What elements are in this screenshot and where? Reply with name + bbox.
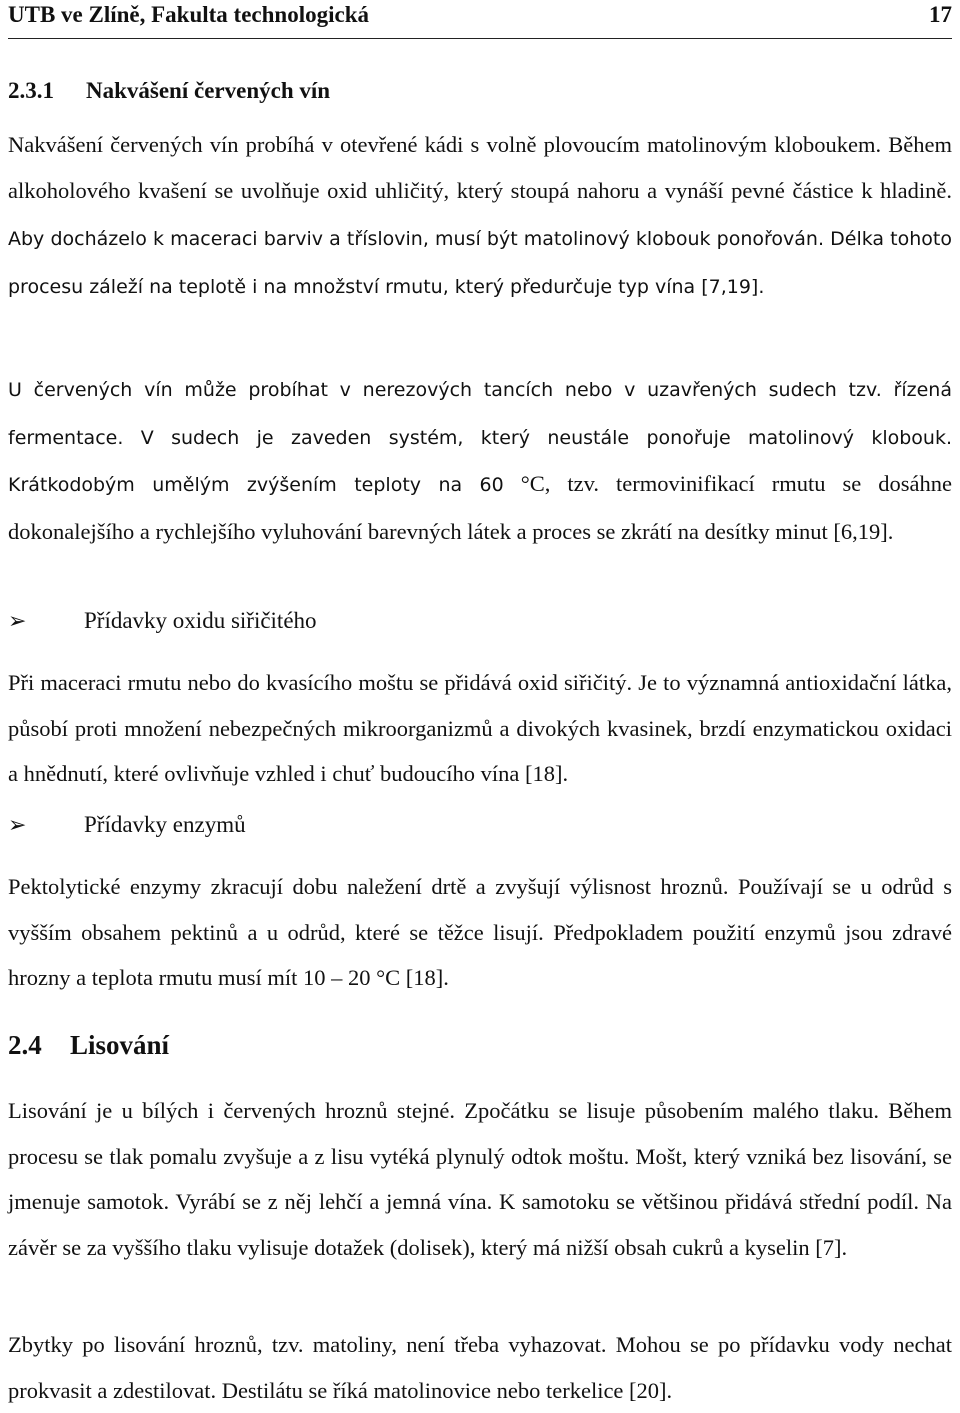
paragraph-text-sans: U červených vín může probíhat v nerezových tancích nebo v uzavřených sudech tzv. řízená fermentace. V sudech je zaveden systém, který neustále ponořuje matolinový klobouk. Krátkodobým umělým zvýšením teploty na 60 <box>8 379 952 496</box>
paragraph-oxid-siricity <box>8 660 952 797</box>
section-heading-2-4 <box>8 1030 169 1061</box>
paragraph-matoliny <box>8 1322 952 1413</box>
paragraph-rizena-fermentace <box>8 366 952 554</box>
bullet-label: Přídavky oxidu siřičitého <box>84 608 317 633</box>
section-number: 2.3.1 <box>8 78 54 103</box>
section-title: Nakvášení červených vín <box>86 78 331 103</box>
paragraph-text: Při maceraci rmutu nebo do kvasícího moštu se přidává oxid siřičitý. Je to významná antioxidační látka, působí proti množení nebezpečných mikroorganizmů a divokých kvasinek, brzdí enzymatickou oxidaci a hnědnutí, které ovlivňuje vzhled i chuť budoucího vína [18]. <box>8 670 952 786</box>
page-number: 17 <box>929 2 952 27</box>
bullet-heading-oxid-siricity <box>8 608 317 634</box>
arrow-bullet-icon: ➢ <box>8 812 27 837</box>
section-title: Lisování <box>70 1030 170 1060</box>
section-heading-2-3-1 <box>8 78 330 104</box>
paragraph-nakvaseni <box>8 122 952 310</box>
bullet-label: Přídavky enzymů <box>84 812 246 837</box>
header-title: UTB ve Zlíně, Fakulta technologická <box>8 2 369 27</box>
paragraph-lisovani <box>8 1088 952 1270</box>
paragraph-text-serif: °C, tzv. termovinifikací rmutu se dosáhne dokonalejšího a rychlejšího vyluhování barevných látek a proces se zkrátí na desítky minut [6,19]. <box>8 471 953 544</box>
paragraph-text: Zbytky po lisování hroznů, tzv. matoliny, není třeba vyhazovat. Mohou se po přídavku vody nechat prokvasit a zdestilovat. Destilátu se říká matolinovice nebo terkelice [20]. <box>8 1332 952 1403</box>
paragraph-text-sans: Aby docházelo k maceraci barviv a tříslovin, musí být matolinový klobouk ponořován. Délka tohoto procesu záleží na teplotě i na množství rmutu, který předurčuje typ vína [7,19]. <box>8 228 952 298</box>
paragraph-text-serif: Nakvášení červených vín probíhá v otevřené kádi s volně plovoucím matolinovým kloboukem. Během alkoholového kvašení se uvolňuje oxid uhličitý, který stoupá nahoru a vynáší pevné částice k hladině. <box>8 132 952 203</box>
page-header <box>8 0 952 39</box>
arrow-bullet-icon: ➢ <box>8 608 27 633</box>
paragraph-text: Lisování je u bílých i červených hroznů stejné. Zpočátku se lisuje působením malého tlaku. Během procesu se tlak pomalu zvyšuje a z lisu vytéká plynulý odtok moštu. Mošt, který vzniká bez lisování, se jmenuje samotok. Vyrábí se z něj lehčí a jemná vína. K samotoku se většinou přidává střední podíl. Na závěr se za vyššího tlaku vylisuje dotažek (dolisek), který má nižší obsah cukrů a kyselin [7]. <box>8 1098 952 1260</box>
bullet-heading-enzymy <box>8 812 246 838</box>
paragraph-enzymy <box>8 864 952 1001</box>
section-number: 2.4 <box>8 1030 42 1060</box>
paragraph-text: Pektolytické enzymy zkracují dobu naležení drtě a zvyšují výlisnost hroznů. Používají se u odrůd s vyšším obsahem pektinů a u odrůd, které se těžce lisují. Předpokladem použití enzymů jsou zdravé hrozny a teplota rmutu musí mít 10 – 20 °C [18]. <box>8 874 952 990</box>
